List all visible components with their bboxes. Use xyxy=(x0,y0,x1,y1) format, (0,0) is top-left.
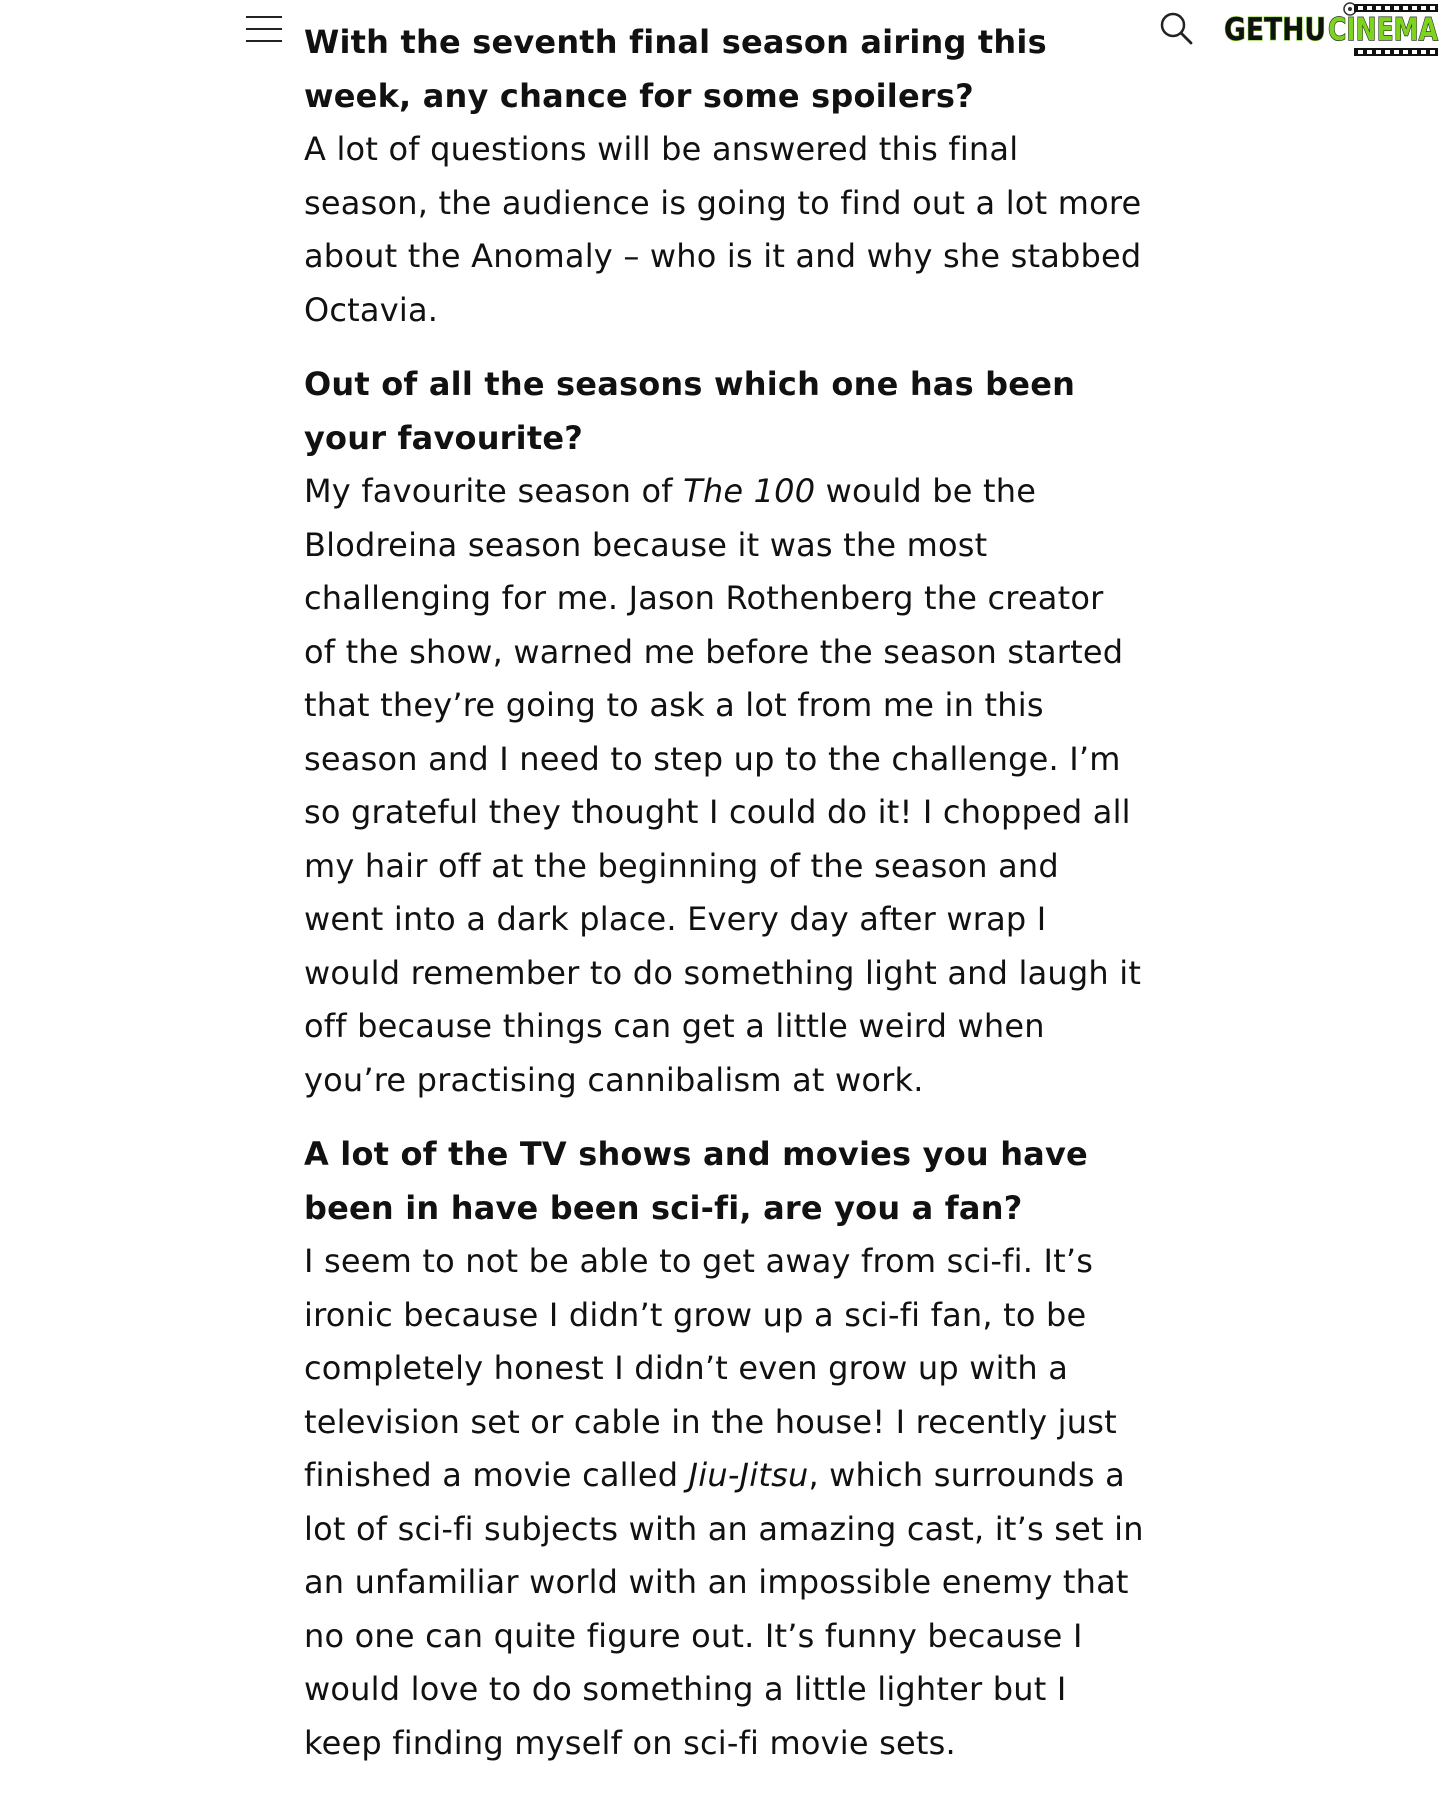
answer-text: would be the Blodreina season because it was the most challenging for me. Jason Rothenberg the creator of the show, warned me before the season started that they’re going to ask a lot from me in this season and I need to step up to the challenge. I’m so grateful they thought I could do it! I chopped all my hair off at the beginning of the season and went into a dark place. Every day after wrap I would remember to do something light and laugh it off because things can get a little weird when you’re practising cannibalism at work. xyxy=(304,472,1142,1099)
answer-text: A lot of questions will be answered this final season, the audience is going to find out a lot more about the Anomaly – who is it and why she stabbed Octavia. xyxy=(304,130,1142,329)
qa-block xyxy=(304,358,1144,1107)
qa-block xyxy=(304,1128,1144,1770)
answer-text: My favourite season of xyxy=(304,472,684,510)
show-title: The 100 xyxy=(683,472,816,510)
search-icon[interactable] xyxy=(1158,10,1194,46)
interview-answer xyxy=(304,465,1144,1107)
qa-block xyxy=(304,16,1144,337)
answer-text: I seem to not be able to get away from sci-fi. It’s ironic because I didn’t grow up a sci-fi fan, to be completely honest I didn’t even grow up with a television set or cable in the house! I recently just finished a movie called xyxy=(304,1242,1117,1494)
answer-text: , which surrounds a lot of sci-fi subjects with an amazing cast, it’s set in an unfamiliar world with an impossible enemy that no one can quite figure out. It’s funny because I would love to do something a little lighter but I keep finding myself on sci-fi movie sets. xyxy=(304,1456,1144,1762)
interview-answer xyxy=(304,123,1144,337)
brand-logo-part2: CINEMA xyxy=(1328,12,1439,48)
brand-logo-part1: GETHU xyxy=(1224,12,1326,48)
hamburger-menu-icon[interactable] xyxy=(246,16,282,42)
interview-question: A lot of the TV shows and movies you have been in have been sci-fi, are you a fan? xyxy=(304,1135,1088,1227)
movie-title: Jiu-Jitsu xyxy=(688,1456,809,1494)
interview-question: Out of all the seasons which one has been your favourite? xyxy=(304,365,1076,457)
interview-answer xyxy=(304,1235,1144,1770)
interview-question: With the seventh final season airing this week, any chance for some spoilers? xyxy=(304,23,1047,115)
brand-logo[interactable] xyxy=(1222,0,1440,62)
article-body xyxy=(304,16,1144,1791)
